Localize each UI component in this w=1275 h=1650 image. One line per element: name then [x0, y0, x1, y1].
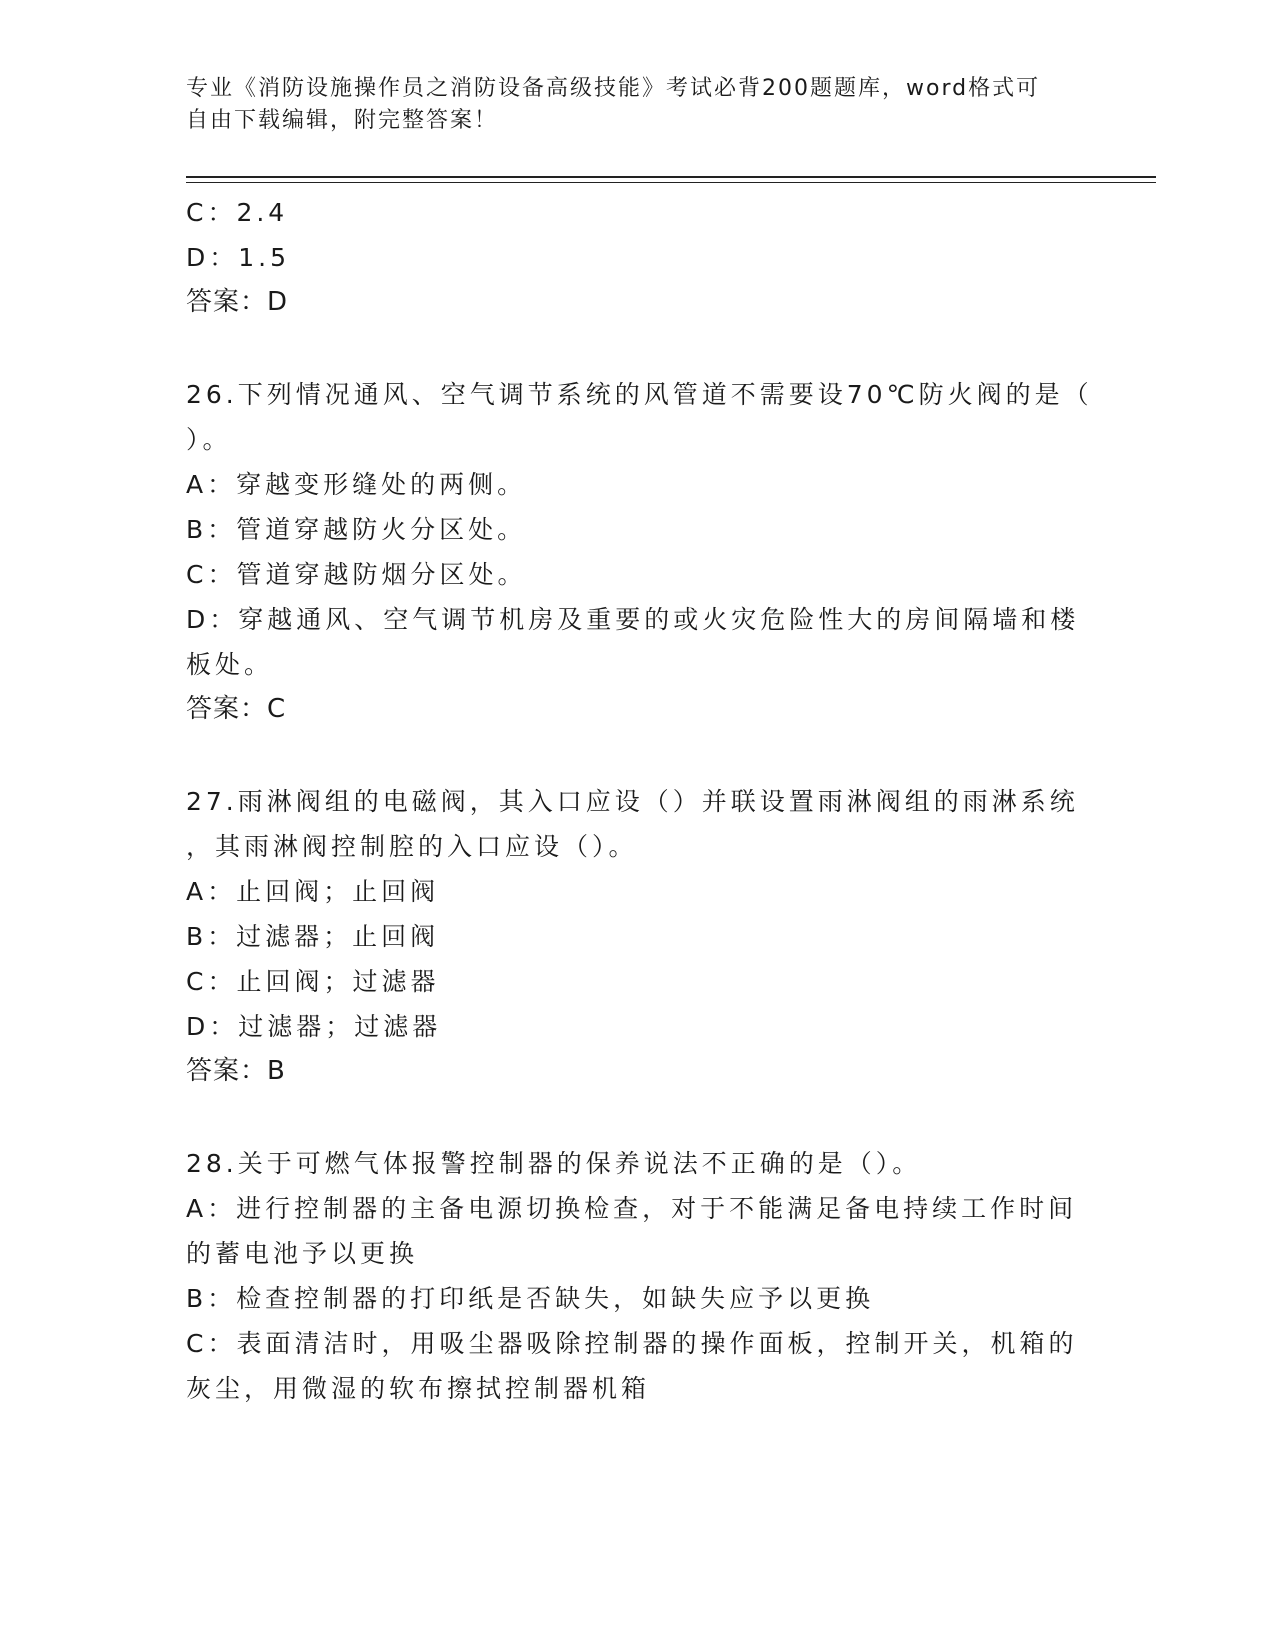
question-stem: 28.关于可燃气体报警控制器的保养说法不正确的是（）。	[186, 1149, 922, 1178]
option-b: B：管道穿越防火分区处。	[186, 515, 527, 544]
option-b: B：过滤器；止回阀	[186, 922, 440, 951]
option-c-cont: 灰尘，用微湿的软布擦拭控制器机箱	[186, 1374, 651, 1403]
header-divider	[186, 176, 1156, 178]
answer-line: 答案：C	[186, 694, 287, 724]
question-stem: 26.下列情况通风、空气调节系统的风管道不需要设70℃防火阀的是（	[186, 380, 1093, 409]
question-26	[186, 372, 1093, 732]
question-28	[186, 1141, 1086, 1411]
question-stem-cont: ）。	[186, 425, 232, 454]
question-stem-cont: ，其雨淋阀控制腔的入口应设（）。	[186, 832, 638, 861]
question-list	[186, 190, 1093, 1411]
option-d: D：穿越通风、空气调节机房及重要的或火灾危险性大的房间隔墙和楼	[186, 605, 1080, 634]
option-b: B：检查控制器的打印纸是否缺失，如缺失应予以更换	[186, 1284, 875, 1313]
option-a: A：穿越变形缝处的两侧。	[186, 470, 527, 499]
option-a: A：止回阀；止回阀	[186, 877, 440, 906]
question-27	[186, 779, 1086, 1094]
header-line-2: 自由下载编辑，附完整答案！	[186, 108, 499, 133]
header-line-1: 专业《消防设施操作员之消防设备高级技能》考试必背200题题库，word格式可	[186, 76, 1041, 101]
question-stem: 27.雨淋阀组的电磁阀，其入口应设（）并联设置雨淋阀组的雨淋系统	[186, 787, 1079, 816]
header-divider-thin	[186, 182, 1156, 183]
option-c: C：管道穿越防烟分区处。	[186, 560, 527, 589]
option-c: C：止回阀；过滤器	[186, 967, 440, 996]
option-d: D：1.5	[186, 243, 291, 272]
question-25-tail	[186, 190, 1086, 325]
option-c: C：表面清洁时，用吸尘器吸除控制器的操作面板，控制开关，机箱的	[186, 1329, 1078, 1358]
option-d-cont: 板处。	[186, 650, 274, 679]
option-d: D：过滤器；过滤器	[186, 1012, 442, 1041]
option-c: C：2.4	[186, 198, 289, 227]
document-header	[186, 73, 1066, 137]
answer-line: 答案：B	[186, 1056, 286, 1086]
option-a-cont: 的蓄电池予以更换	[186, 1239, 419, 1268]
answer-line: 答案：D	[186, 287, 289, 317]
option-a: A：进行控制器的主备电源切换检查，对于不能满足备电持续工作时间	[186, 1194, 1078, 1223]
